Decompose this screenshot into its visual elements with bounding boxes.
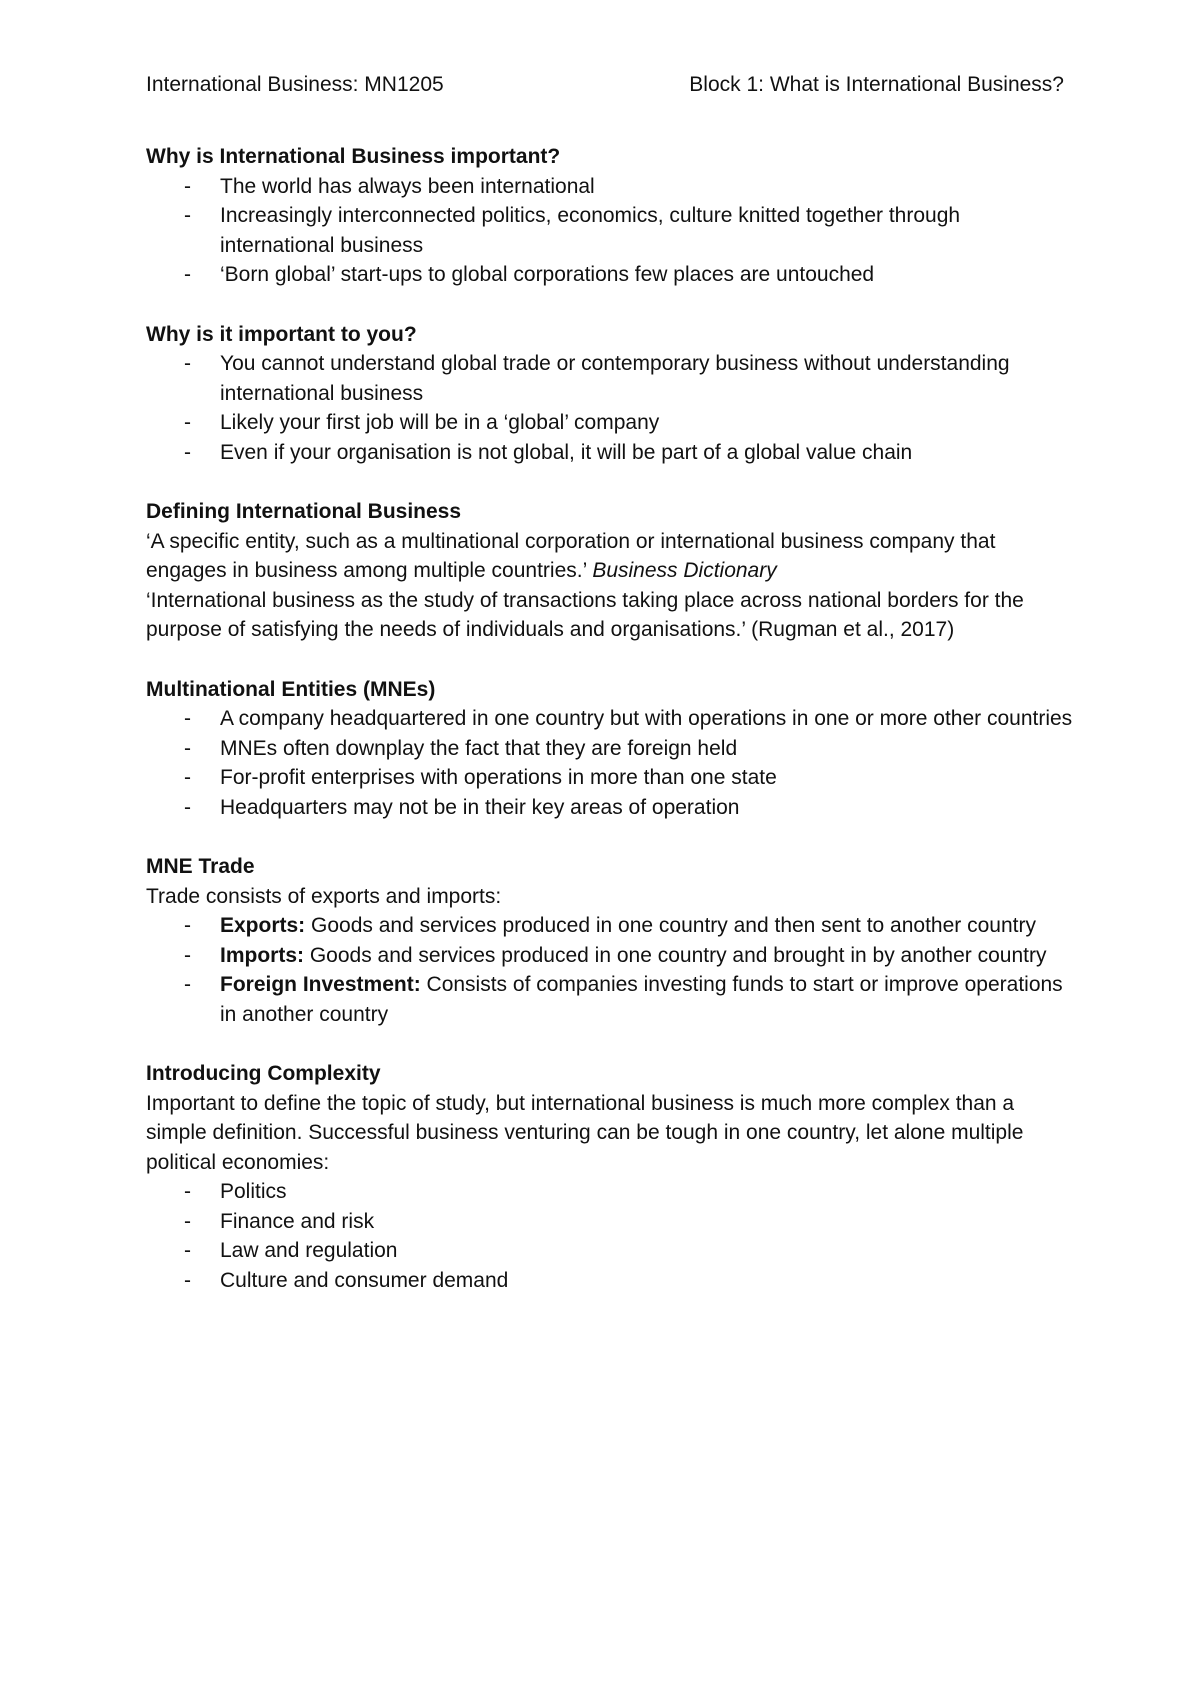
term-text: Consists of companies investing funds to start or improve operations in another country [220,973,1063,1026]
section-title: Introducing Complexity [146,1062,381,1085]
header-course: International Business: MN1205 [146,73,444,96]
section-title: Defining International Business [146,500,462,523]
section-title: Why is International Business important? [146,145,561,168]
list-item: - Law and regulation [146,1236,1076,1266]
section-title: Why is it important to you? [146,322,417,346]
list-item: - Even if your organisation is not global, it will be part of a global value chain [146,438,1076,468]
section-mnes [146,675,1076,823]
quote-source: Business Dictionary [592,559,777,582]
page-header [146,70,1064,99]
bullet-list [146,704,1076,822]
list-item: - A company headquartered in one country but with operations in one or more other countries [146,704,1076,734]
section-complexity [146,1059,1076,1295]
list-item [146,911,1076,941]
list-item: - Culture and consumer demand [146,1266,1076,1296]
term-text: Goods and services produced in one country and brought in by another country [304,943,1047,967]
list-item [146,970,1076,1029]
bullet-list [146,349,1076,467]
section-title: Multinational Entities (MNEs) [146,677,436,701]
section-you [146,320,1076,468]
section-importance [146,142,1076,290]
list-item [146,941,1076,971]
section-intro: Important to define the topic of study, but international business is much more complex than a simple definition. Successful business venturing can be tough in one country, let alone multiple political economies: [146,1091,1024,1174]
section-defining [146,497,1076,645]
list-item: - Finance and risk [146,1207,1076,1237]
definition-quote-2: ‘International business as the study of transactions taking place across national borders for the purpose of satisfying the needs of individuals and organisations.’ (Rugman et al., 2017) [146,588,1024,641]
list-item: - ‘Born global’ start-ups to global corporations few places are untouched [146,260,1076,290]
term-text: Goods and services produced in one country and then sent to another country [305,914,1036,937]
definition-quote-1 [146,527,1076,586]
list-item: - You cannot understand global trade or contemporary business without understanding international business [146,349,1076,408]
list-item: - The world has always been international [146,172,1076,202]
list-item: - Likely your first job will be in a ‘global’ company [146,408,1076,438]
bullet-list [146,1177,1076,1295]
list-item: - Increasingly interconnected politics, economics, culture knitted together through international business [146,201,1076,260]
term-label: Imports: [220,943,304,967]
quote-text: ‘A specific entity, such as a multinational corporation or international business company that engages in business among multiple countries.’ [146,529,996,582]
term-label: Foreign Investment: [220,973,421,996]
section-intro: Trade consists of exports and imports: [146,884,502,908]
page-content [146,70,1076,1325]
header-block: Block 1: What is International Business? [689,73,1064,96]
bullet-list [146,911,1076,1029]
bullet-list [146,172,1076,290]
list-item: - Headquarters may not be in their key areas of operation [146,793,1076,823]
list-item: - MNEs often downplay the fact that they are foreign held [146,734,1076,764]
term-label: Exports: [220,914,306,937]
list-item: - Politics [146,1177,1076,1207]
section-trade [146,852,1076,1029]
section-title: MNE Trade [146,855,255,878]
list-item: - For-profit enterprises with operations in more than one state [146,763,1076,793]
